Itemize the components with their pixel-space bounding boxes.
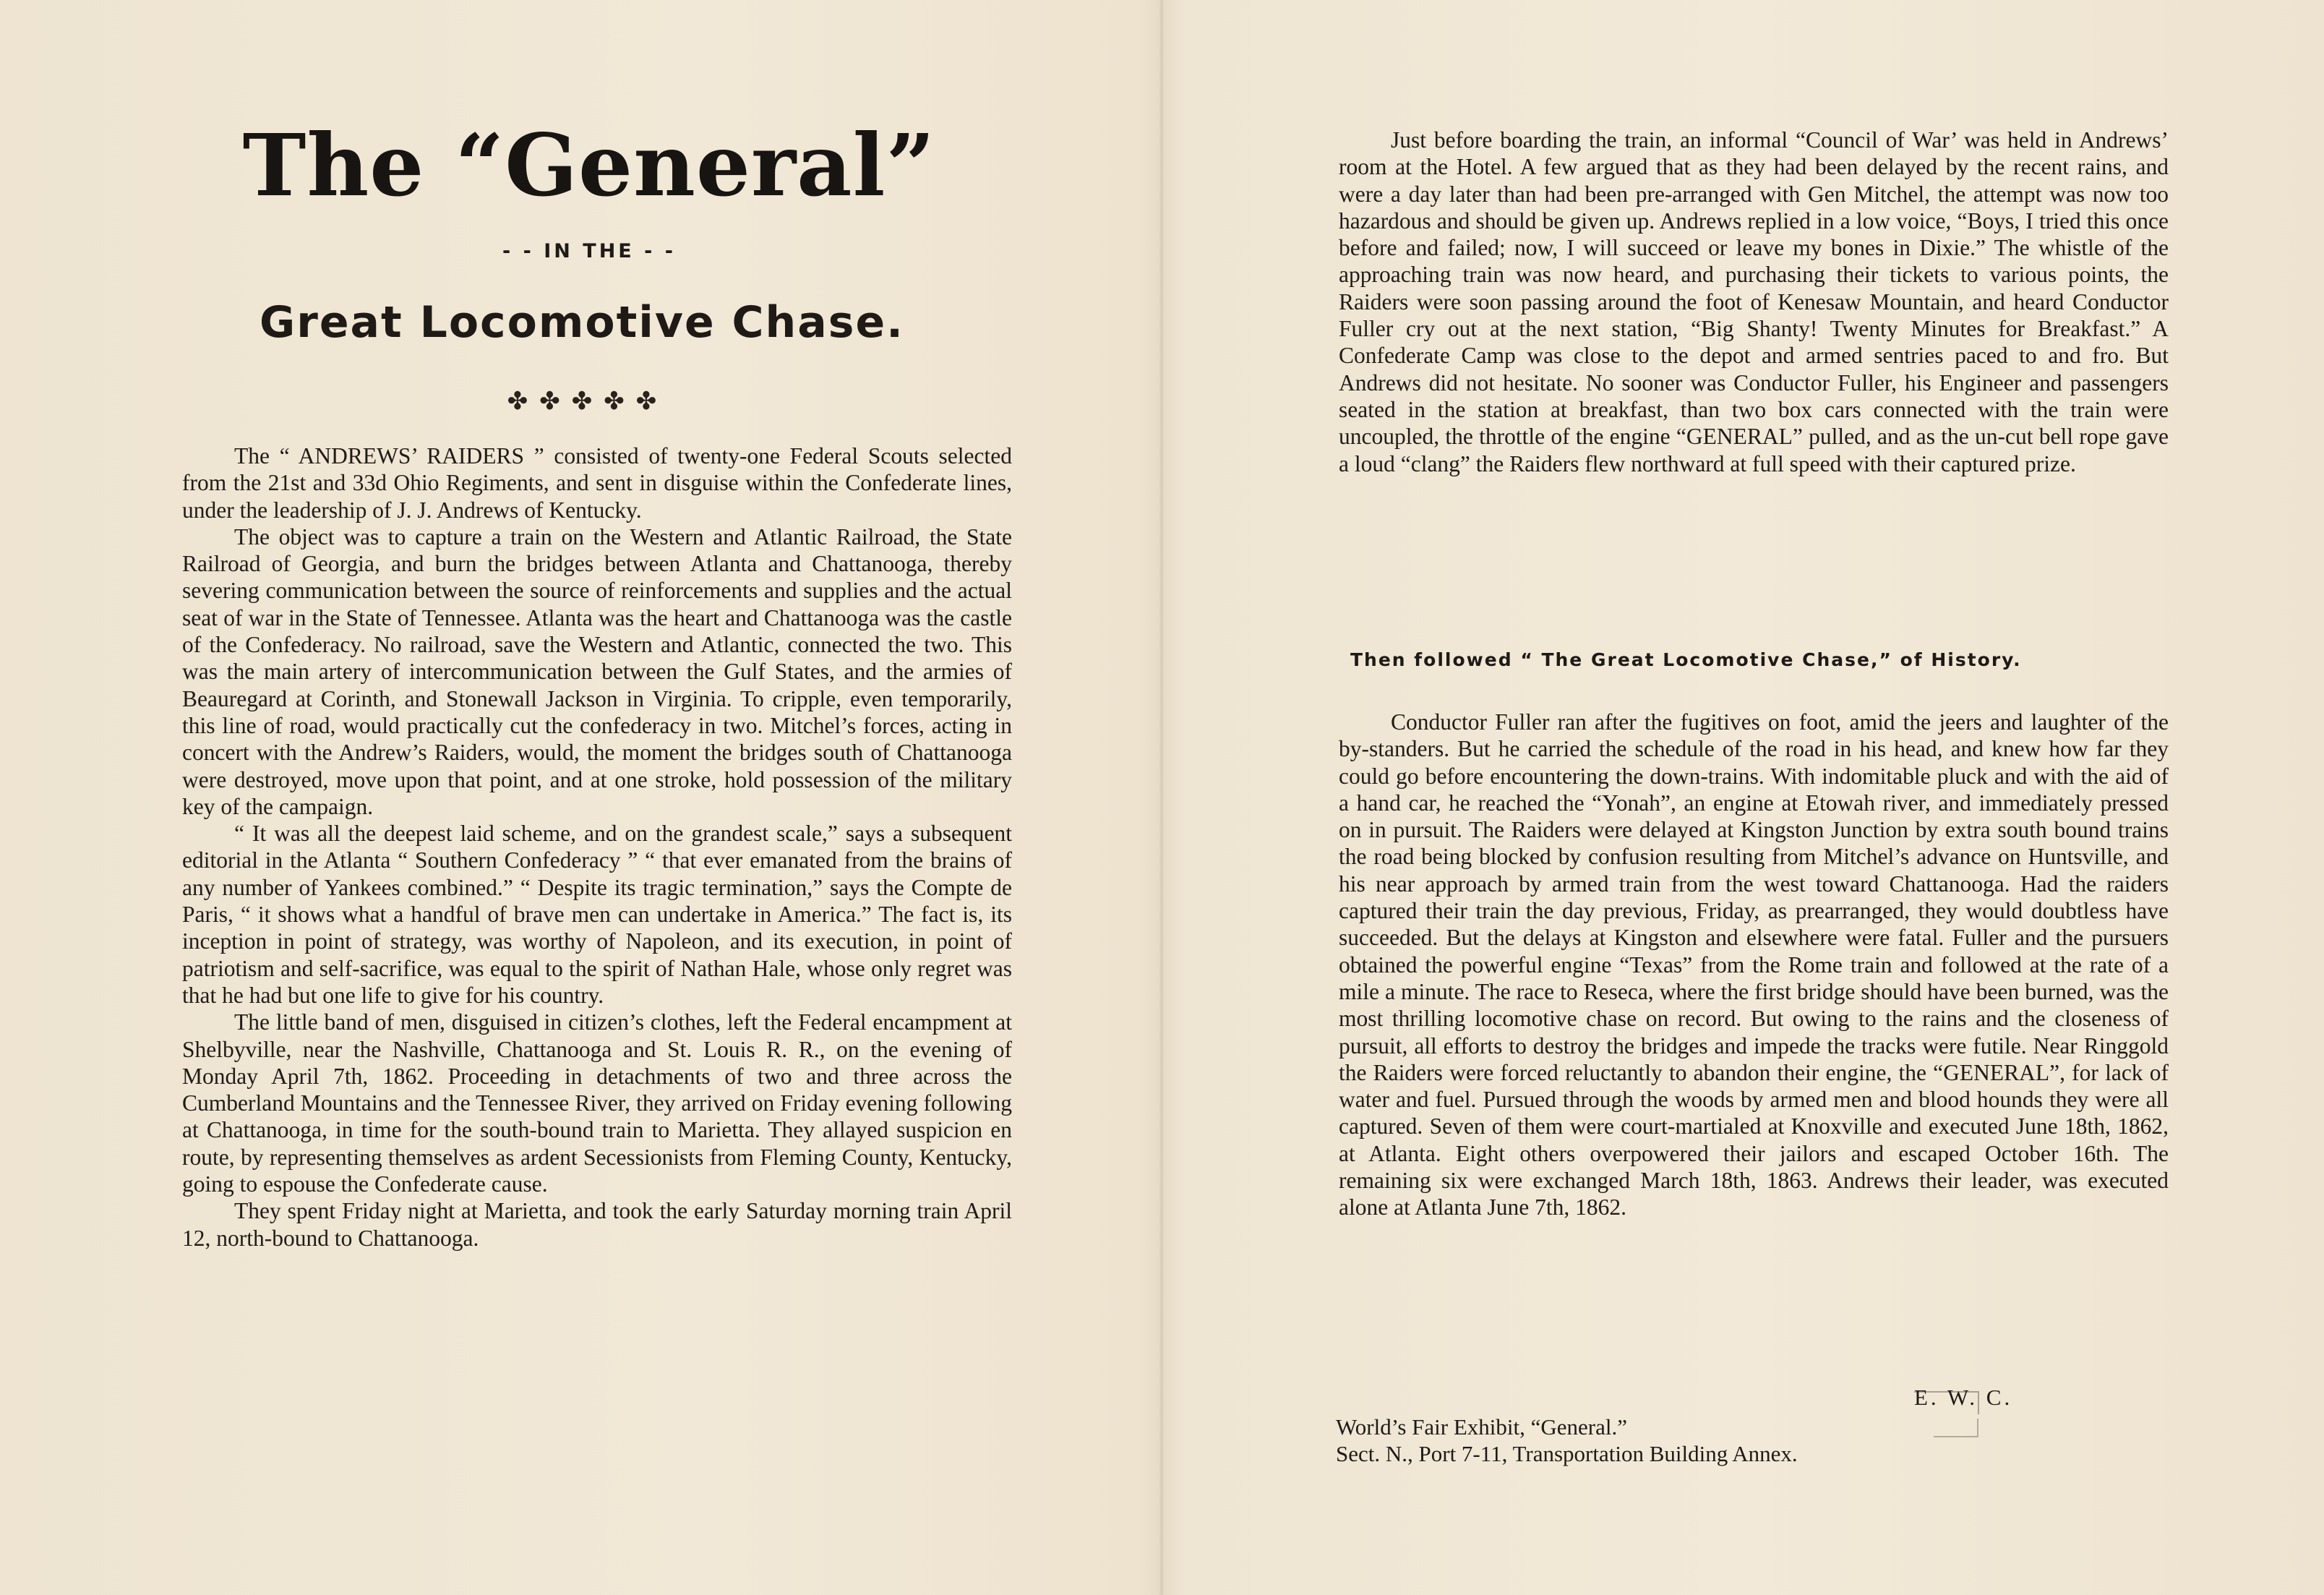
footer-block (1336, 1414, 2174, 1467)
signature-initials: E. W. C. (1914, 1385, 2013, 1410)
left-paragraph-5: They spent Friday night at Marietta, and took the early Saturday morning train April 12, north-bound to Chattanooga. (182, 1198, 1012, 1251)
left-paragraph-1: The “ ANDREWS’ RAIDERS ” consisted of twenty-one Federal Scouts selected from the 21st and 33d Ohio Regiments, and sent in disguise within the Confederate lines, under the leadership of J. J. Andrews of Kentucky. (182, 443, 1012, 523)
document-title: The “General” (242, 115, 936, 215)
title-connector: - - IN THE - - (502, 240, 676, 262)
right-paragraph-2: Conductor Fuller ran after the fugitives on foot, amid the jeers and laughter of the by-standers. But he carried the schedule of the road in his head, and knew how far they could go before encountering the down-trains. With indomitable pluck and with the aid of a hand car, he reached the “Yonah”, an engine at Etowah river, and immediately pressed on in pursuit. The Raiders were delayed at Kingston Junction by extra south bound trains the road being blocked by confusion resulting from Mitchel’s advance on Huntsville, and his near approach by armed train from the west toward Chattanooga. Had the raiders captured their train the day previous, Friday, as prearranged, they would doubtless have succeeded. But the delays at Kingston and elsewhere were fatal. Fuller and the pursuers obtained the powerful engine “Texas” from the Rome train and followed at the rate of a mile a minute. The race to Reseca, where the first bridge should have been burned, was the most thrilling locomotive chase on record. But owing to the rains and the closeness of pursuit, all efforts to destroy the bridges and impede the tracks were futile. Near Ringgold the Raiders were forced reluctantly to abandon their engine, the “GENERAL”, for lack of water and fuel. Pursued through the woods by armed men and blood hounds they were all captured. Seven of them were court-martialed at Knoxville and executed June 18th, 1862, at Atlanta. Eight others overpowered their jailors and escaped October 16th. The remaining six were exchanged March 18th, 1863. Andrews their leader, was executed alone at Atlanta June 7th, 1862. (1339, 709, 2169, 1220)
left-paragraph-4: The little band of men, disguised in citizen’s clothes, left the Federal encampment at Shelbyville, near the Nashville, Chattanooga and St. Louis R. R., on the evening of Monday April 7th, 1862. Proceeding in detachments of two and three across the Cumberland Mountains and the Tennessee River, they arrived on Friday evening following at Chattanooga, in time for the south-bound train to Marietta. They allayed suspicion en route, by representing themselves as ardent Secessionists from Fleming County, Kentucky, going to espouse the Confederate cause. (182, 1009, 1012, 1197)
section-heading: Then followed “ The Great Locomotive Chase,” of History. (1350, 649, 2022, 670)
footer-line-1: World’s Fair Exhibit, “General.” (1336, 1414, 1627, 1440)
left-paragraph-2: The object was to capture a train on the Western and Atlantic Railroad, the State Railroad of Georgia, and burn the bridges between Atlanta and Chattanooga, thereby severing communication between the source of reinforcements and supplies and the actual seat of war in the State of Tennessee. Atlanta was the heart and Chattanooga was the castle of the Confederacy. No railroad, save the Western and Atlantic, connected the two. This was the main artery of intercommunication between the Gulf States, and the armies of Beauregard at Corinth, and Stonewall Jackson in Virginia. To cripple, even temporarily, this line of road, would practically cut the confederacy in two. Mitchel’s forces, acting in concert with the Andrew’s Raiders, would, the moment the bridges south of Chattanooga were destroyed, move upon that point, and at one stroke, hold possession of the military key of the campaign. (182, 523, 1012, 819)
footer-line-2: Sect. N., Port 7-11, Transportation Building Annex. (1336, 1441, 1798, 1466)
right-top-column (1339, 127, 2169, 477)
right-bottom-column (1339, 709, 2169, 1221)
ornament-divider: ✤✤✤✤✤ (507, 387, 669, 416)
left-page (0, 0, 1159, 1595)
left-column (182, 442, 1012, 1252)
left-paragraph-3: “ It was all the deepest laid scheme, and on the grandest scale,” says a subsequent editorial in the Atlanta “ Southern Confederacy ” “ that ever emanated from the brains of any number of Yankees combined.” “ Despite its tragic termination,” says the Compte de Paris, “ it shows what a handful of brave men can undertake in America.” The fact is, its inception in point of strategy, was worthy of Napoleon, and its execution, in point of patriotism and self-sacrifice, was equal to the spirit of Nathan Hale, whose only regret was that he had but one life to give for his country. (182, 821, 1012, 1008)
right-paragraph-1: Just before boarding the train, an informal “Council of War’ was held in Andrews’ room at the Hotel. A few argued that as they had been delayed by the recent rains, and were a day later than had been pre-arranged with Gen Mitchel, the attempt was now too hazardous and should be given up. Andrews replied in a low voice, “Boys, I tried this once before and failed; now, I will succeed or leave my bones in Dixie.” The whistle of the approaching train was now heard, and purchasing their tickets to various points, the Raiders were soon passing around the foot of Kenesaw Mountain, and heard Conductor Fuller cry out at the next station, “Big Shanty! Twenty Minutes for Breakfast.” A Confederate Camp was close to the depot and armed sentries paced to and fro. But Andrews did not hesitate. No sooner was Conductor Fuller, his Engineer and passengers seated in the station at breakfast, than two box cars connected with the train were uncoupled, the throttle of the engine “GENERAL” pulled, and as the un-cut bell rope gave a loud “clang” the Raiders flew northward at full speed with their captured prize. (1339, 127, 2169, 476)
document-subtitle: Great Locomotive Chase. (260, 297, 904, 348)
